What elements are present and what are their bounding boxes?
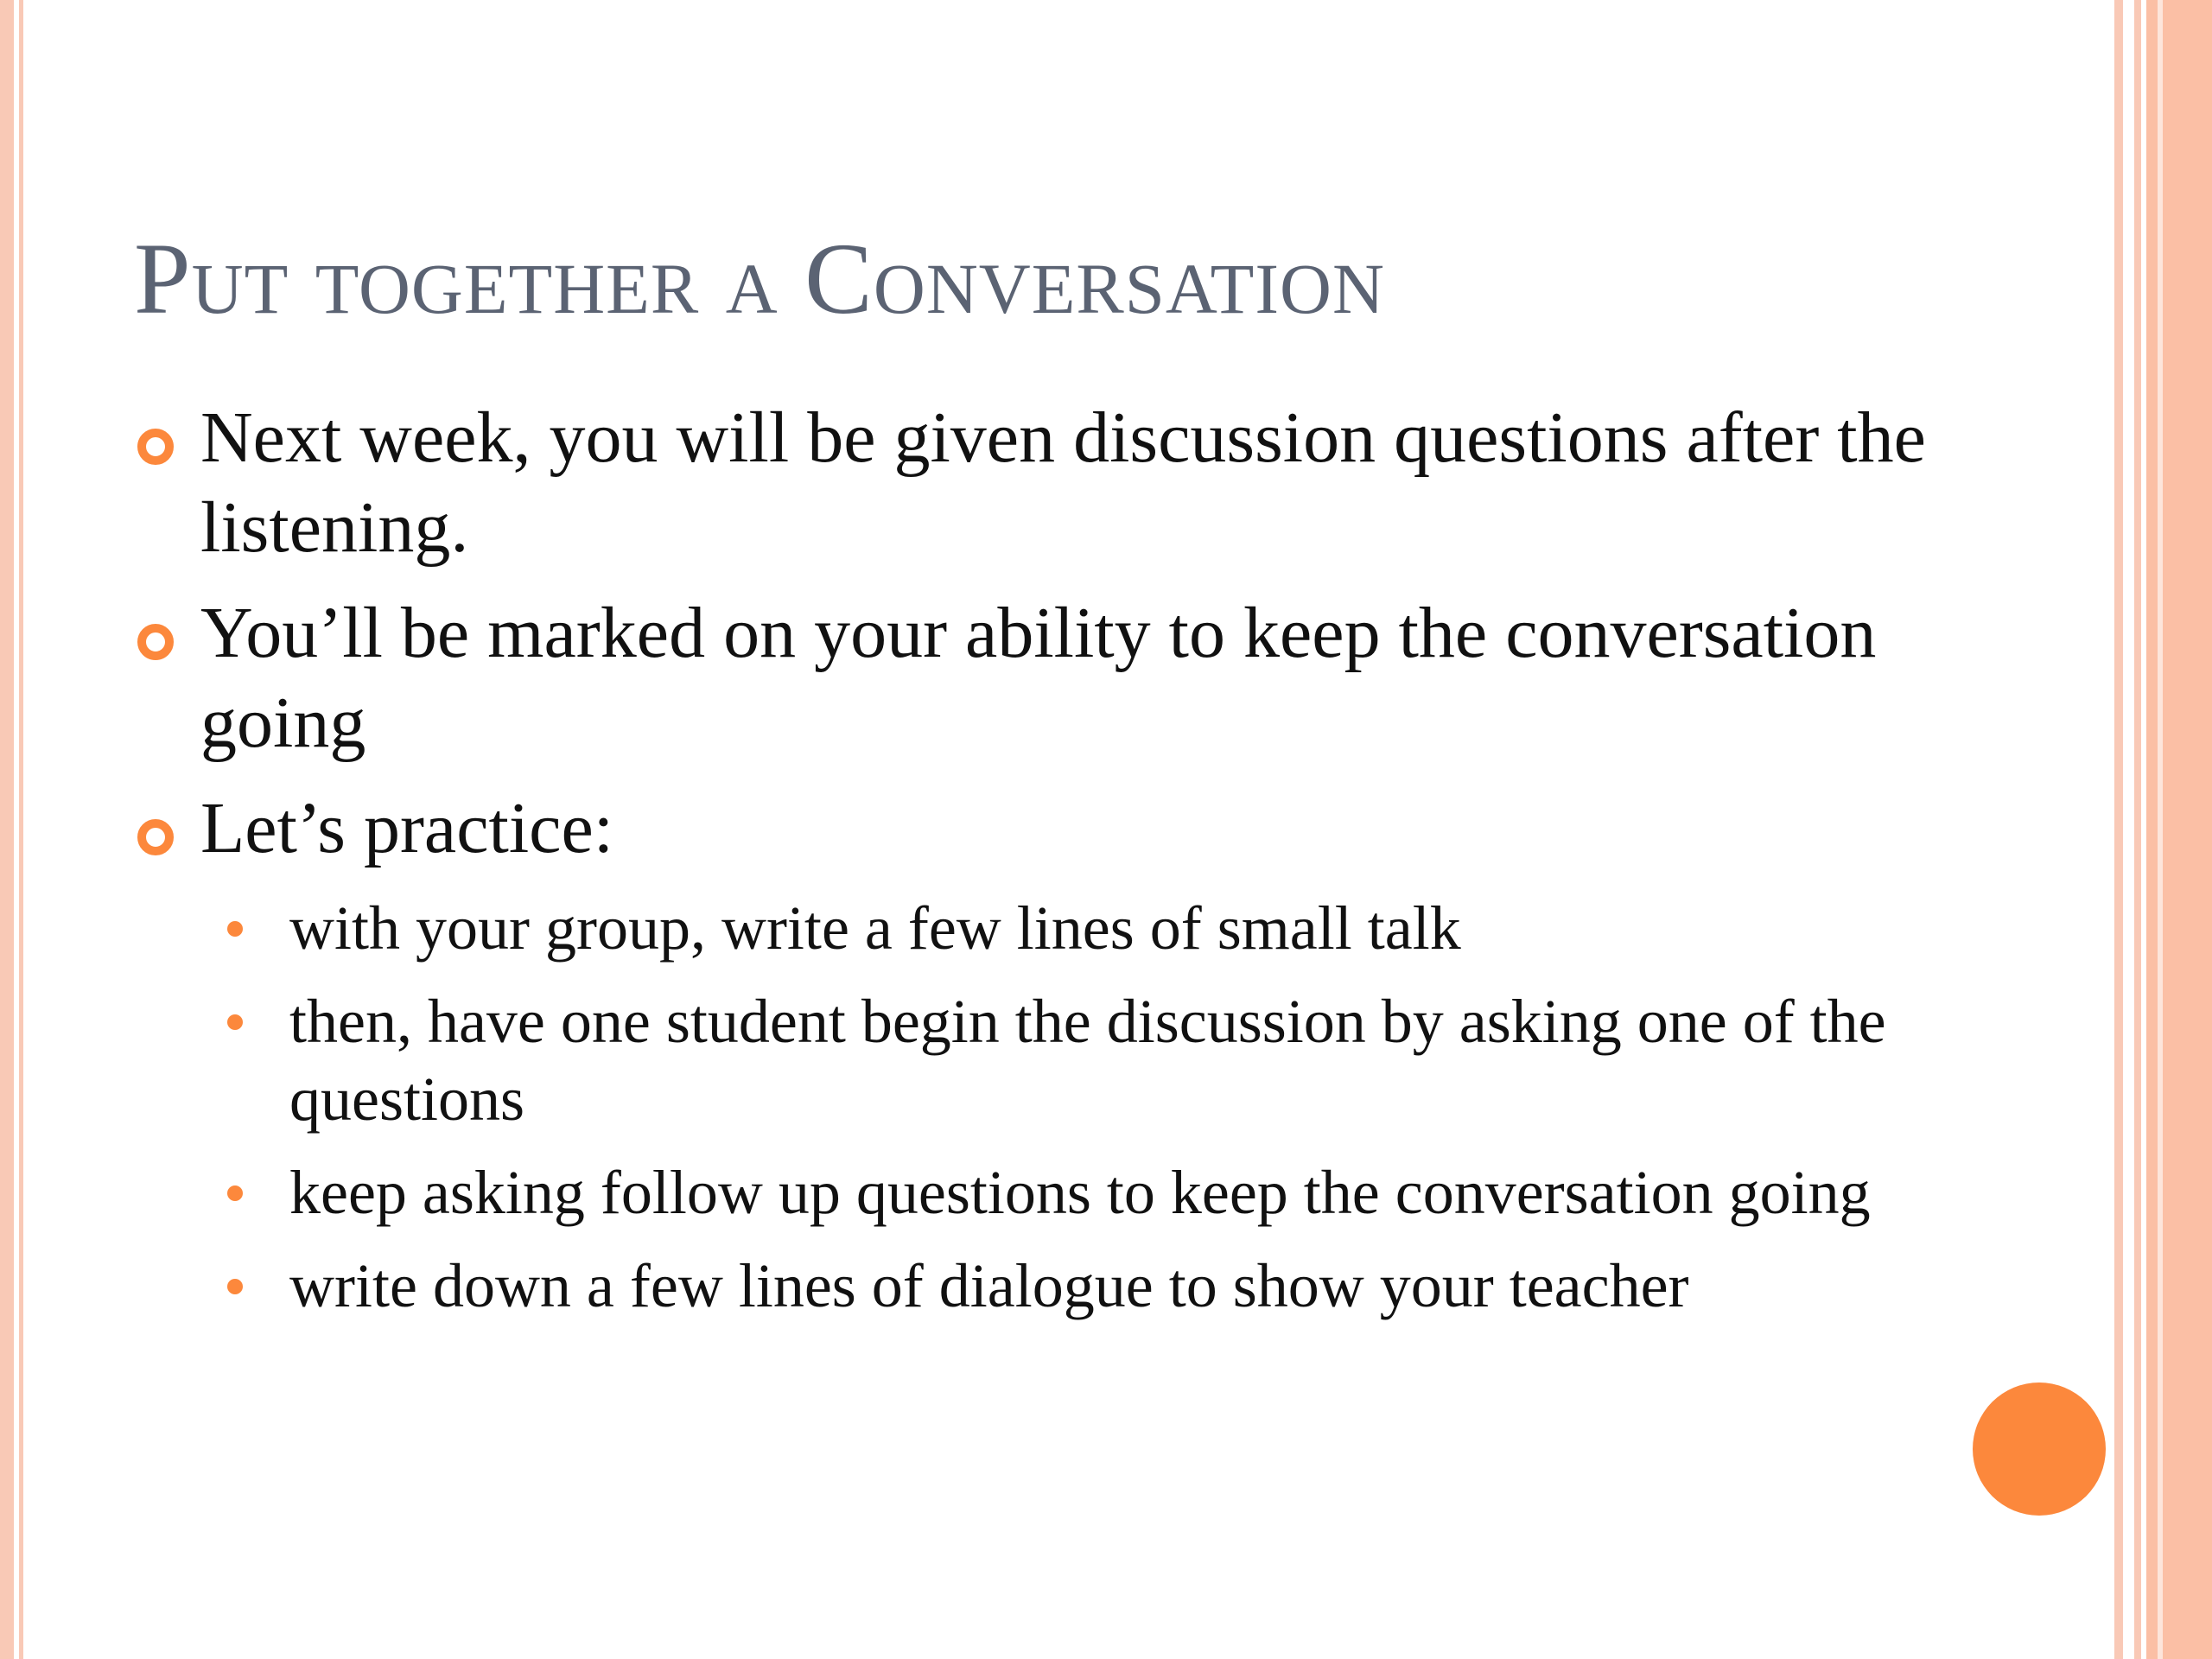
sub-bullet-text: then, have one student begin the discussion by asking one of the questions [289,987,1886,1134]
right-border-line-b [2134,0,2141,1659]
sub-bullet-text: keep asking follow up questions to keep the conversation going [289,1158,1871,1227]
slide-body [134,393,1992,1340]
sub-bullet-item [134,982,1992,1138]
dot-bullet-icon [227,1185,243,1201]
bullet-item [134,393,1992,573]
bullet-item [134,588,1992,768]
decorative-circle-icon [1973,1382,2106,1516]
dot-bullet-icon [227,921,243,937]
left-border-stripe [0,0,14,1659]
slide-title: Put together a Conversation [134,222,1385,335]
sub-bullet-item [134,1247,1992,1325]
sub-bullet-item [134,889,1992,967]
bullet-text: You’ll be marked on your ability to keep the conversation going [200,593,1877,763]
right-border-highlight [2158,0,2163,1659]
sub-bullet-text: write down a few lines of dialogue to show your teacher [289,1251,1689,1320]
ring-bullet-icon [137,429,174,465]
left-border-line [19,0,23,1659]
sub-bullet-text: with your group, write a few lines of small talk [289,893,1461,963]
sub-bullet-item [134,1154,1992,1231]
right-border-line-a [2114,0,2123,1659]
bullet-text: Let’s practice: [200,788,614,868]
bullet-item [134,784,1992,874]
sub-bullet-list [134,889,1992,1325]
ring-bullet-icon [137,624,174,660]
dot-bullet-icon [227,1279,243,1294]
ring-bullet-icon [137,819,174,855]
bullet-text: Next week, you will be given discussion questions after the listening. [200,397,1926,568]
right-border-band-fill [2146,0,2212,1659]
dot-bullet-icon [227,1014,243,1030]
